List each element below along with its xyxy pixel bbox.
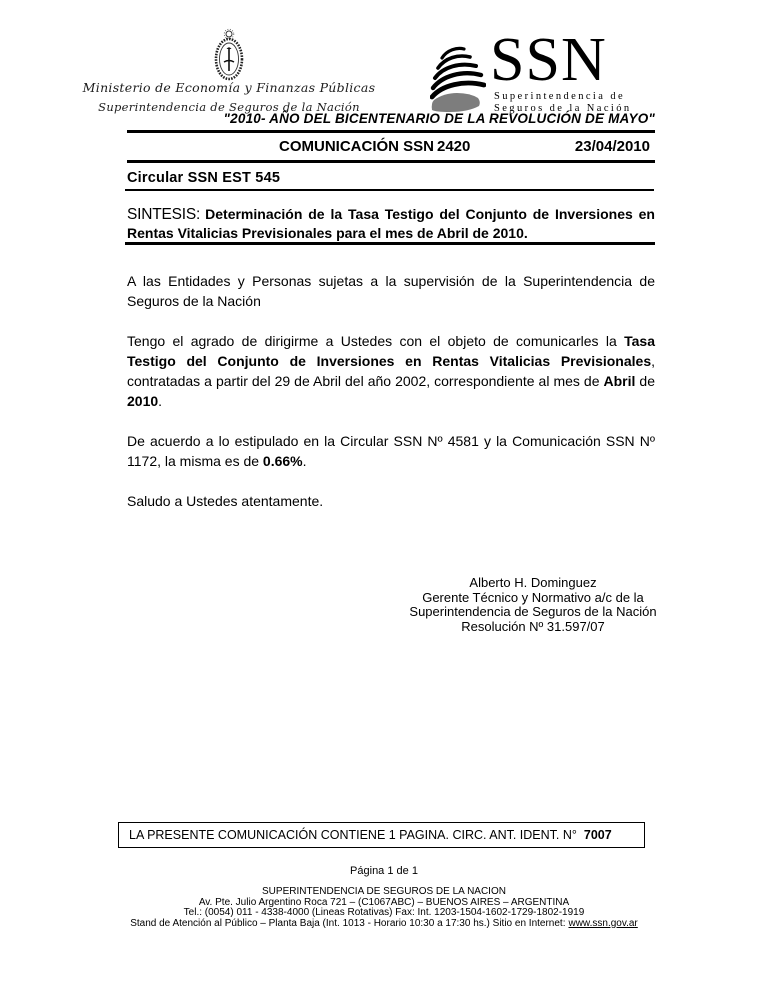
footer-attention-text: Stand de Atención al Público – Planta Baja (Int. 1013 - Horario 10:30 a 17:30 hs.) Sitio en Internet: [130, 917, 566, 929]
doc-type-label: COMUNICACIÓN SSN [279, 138, 435, 155]
body-paragraph-3 [127, 431, 655, 471]
header-rule-top [127, 130, 655, 133]
header-rule-bottom [127, 160, 655, 163]
text-segment: . [302, 453, 307, 469]
signature-block [400, 576, 666, 634]
ssn-wave-arcs-icon [430, 42, 486, 117]
doc-date: 23/04/2010 [574, 138, 650, 155]
text-segment-bold: 2010 [127, 393, 159, 409]
communication-header [127, 138, 655, 158]
body-paragraph-1: A las Entidades y Personas sujetas a la supervisión de la Superintendencia de Seguros de la Nación [127, 273, 655, 309]
sintesis-rule [125, 242, 655, 245]
doc-number: 2420 [437, 138, 471, 155]
page-count-notice [118, 822, 645, 848]
signature-title-2: Superintendencia de Seguros de la Nación [409, 604, 657, 619]
notice-ident-number: 7007 [583, 828, 612, 842]
superintendencia-script: Superintendencia de Seguros de la Nación [98, 100, 360, 114]
footer-phone-fax: Tel.: (0054) 011 - 4338-4000 (Lineas Rotativas) Fax: Int. 1203-1504-1602-1729-1802-1919 [183, 907, 585, 918]
notice-text: LA PRESENTE COMUNICACIÓN CONTIENE 1 PAGINA. CIRC. ANT. IDENT. N° [129, 828, 577, 842]
text-segment: De acuerdo a lo estipulado en la Circular SSN Nº 4581 y la Comunicación SSN Nº 1172, la misma es de [127, 433, 655, 469]
body-paragraph-2 [127, 331, 655, 411]
sintesis-label: SINTESIS: [127, 206, 201, 223]
text-segment: de [635, 373, 655, 389]
text-segment: , contratadas a partir del 29 de Abril del año 2002, correspondiente al mes de [127, 353, 655, 389]
circular-title: Circular SSN EST 545 [127, 170, 281, 186]
ssn-logo [430, 26, 660, 114]
footer-address: Av. Pte. Julio Argentino Roca 721 – (C1067ABC) – BUENOS AIRES – ARGENTINA [198, 896, 570, 908]
anniversary-motto: "2010- AÑO DEL BICENTENARIO DE LA REVOLUCIÓN DE MAYO" [223, 111, 655, 126]
argentina-coat-of-arms-icon [210, 28, 248, 82]
text-segment-bold: Abril [603, 373, 636, 389]
letter-body [127, 271, 655, 531]
text-segment-bold: 0.66% [262, 453, 303, 469]
ministry-letterhead [63, 80, 395, 114]
signature-resolution: Resolución Nº 31.597/07 [461, 618, 605, 634]
signature-title-1: Gerente Técnico y Normativo a/c de la [422, 589, 644, 605]
body-paragraph-4: Saludo a Ustedes atentamente. [127, 493, 324, 509]
footer-org-name: SUPERINTENDENCIA DE SEGUROS DE LA NACION [262, 886, 506, 897]
footer-attention-line [0, 919, 768, 930]
circular-rule [125, 189, 654, 191]
ministry-name: Ministerio de Economía y Finanzas Públicas [82, 80, 376, 95]
text-segment-bold: Tasa Testigo del Conjunto de Inversiones en Rentas Vitalicias Previsionales [127, 333, 655, 369]
footer-block [0, 887, 768, 929]
ssn-logo-acronym: SSN [490, 26, 607, 94]
ssn-logo-subtitle-line2: Seguros de la Nación [494, 102, 632, 114]
text-segment: Tengo el agrado de dirigirme a Ustedes con el objeto de comunicarles la [127, 333, 625, 349]
signature-name: Alberto H. Dominguez [469, 575, 597, 590]
sintesis-block [127, 205, 655, 242]
text-segment: . [158, 393, 163, 409]
page-indicator: Página 1 de 1 [350, 865, 418, 877]
sintesis-text: Determinación de la Tasa Testigo del Conjunto de Inversiones en Rentas Vitalicias Previsionales para el mes de Abril de 2010. [127, 206, 655, 241]
ssn-logo-subtitle-line1: Superintendencia de [494, 91, 626, 102]
website-link[interactable]: www.ssn.gov.ar [568, 917, 638, 929]
